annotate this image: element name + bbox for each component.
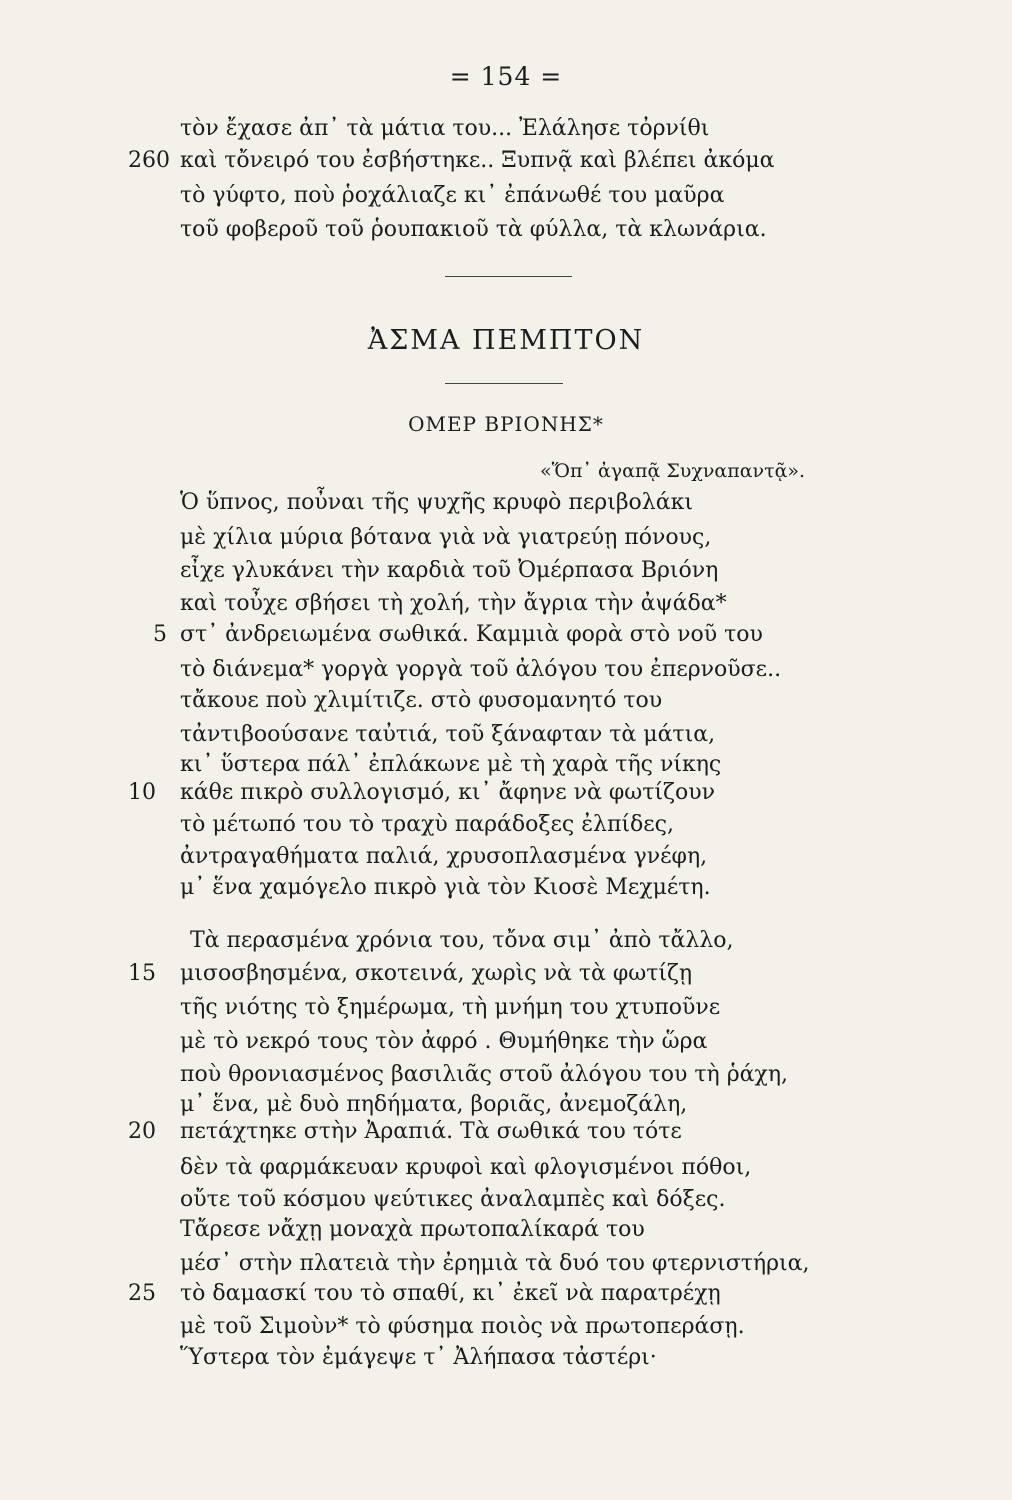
verse-line: μέσ᾿ στὴν πλατειὰ τὴν ἐρημιὰ τὰ δυό του φτερνιστήρια, <box>180 1251 810 1276</box>
verse-line: κάθε πικρὸ συλλογισμό, κι᾿ ἄφηνε νὰ φωτίζουν <box>180 780 715 805</box>
line-number: 25 <box>128 1281 156 1306</box>
line-number: 5 <box>153 622 167 647</box>
verse-line: τἄκουε ποὺ χλιμίτιζε. στὸ φυσομανητό του <box>180 688 663 713</box>
line-number: 20 <box>128 1119 156 1144</box>
line-number: 15 <box>128 961 156 986</box>
verse-line: τὸ μέτωπό του τὸ τραχὺ παράδοξες ἐλπίδες, <box>180 812 674 837</box>
page-number: = 154 = <box>449 62 563 91</box>
verse-line: τοῦ φοβεροῦ τοῦ ῥουπακιοῦ τὰ φύλλα, τὰ κλωνάρια. <box>180 217 767 242</box>
verse-line: καὶ τὄνειρό του ἐσβήστηκε.. Ξυπνᾷ καὶ βλέπει ἀκόμα <box>180 148 775 173</box>
verse-line: τὸ δαμασκί του τὸ σπαθί, κι᾿ ἐκεῖ νὰ παρατρέχῃ <box>180 1281 721 1306</box>
verse-line: Τἄρεσε νἄχῃ μοναχὰ πρωτοπαλίκαρά του <box>180 1217 645 1242</box>
verse-line: τὸ διάνεμα* γοργὰ γοργὰ τοῦ ἀλόγου του ἐπερνοῦσε.. <box>180 657 782 682</box>
verse-line: μὲ χίλια μύρια βότανα γιὰ νὰ γιατρεύῃ πόνους, <box>180 525 712 550</box>
canto-subtitle: ΟΜΕΡ ΒΡΙΟΝΗΣ* <box>408 412 604 436</box>
verse-line: Ὕστερα τὸν ἐμάγεψε τ᾿ Ἀλήπασα τἀστέρι· <box>180 1345 657 1370</box>
verse-line: μ᾿ ἕνα, μὲ δυὸ πηδήματα, βοριᾶς, ἀνεμοζάλη, <box>180 1092 688 1117</box>
line-number: 260 <box>128 148 170 173</box>
verse-line: τῆς νιότης τὸ ξημέρωμα, τὴ μνήμη του χτυποῦνε <box>180 995 721 1020</box>
verse-line: δὲν τὰ φαρμάκευαν κρυφοὶ καὶ φλογισμένοι πόθοι, <box>180 1155 752 1180</box>
epigraph: «Ὅπ᾿ ἀγαπᾷ Συχναπαντᾷ». <box>540 460 806 482</box>
section-divider <box>445 383 563 384</box>
verse-line: στ᾿ ἀνδρειωμένα σωθικά. Καμμιὰ φορὰ στὸ νοῦ του <box>180 622 763 647</box>
verse-line: τὸν ἔχασε ἀπ᾿ τὰ μάτια του... Ἐλάλησε τὀρνίθι <box>180 116 710 141</box>
verse-line: πετάχτηκε στὴν Ἀραπιά. Τὰ σωθικά του τότε <box>180 1119 682 1144</box>
section-divider <box>445 276 572 277</box>
verse-line: Ὁ ὕπνος, ποὖναι τῆς ψυχῆς κρυφὸ περιβολάκι <box>180 490 693 515</box>
verse-line: ἀντραγαθήματα παλιά, χρυσοπλασμένα γνέφη, <box>180 844 708 869</box>
verse-line: μὲ τοῦ Σιμοὺν* τὸ φύσημα ποιὸς νὰ πρωτοπεράσῃ. <box>180 1314 745 1339</box>
line-number: 10 <box>128 780 156 805</box>
verse-line: ποὺ θρονιασμένος βασιλιᾶς στοῦ ἀλόγου του τὴ ῥάχη, <box>180 1062 788 1087</box>
verse-line: τὸ γύφτο, ποὺ ῥοχάλιαζε κι᾿ ἐπάνωθέ του μαῦρα <box>180 183 725 208</box>
verse-line: εἶχε γλυκάνει τὴν καρδιὰ τοῦ Ὀμέρπασα Βριόνη <box>180 558 719 583</box>
verse-line: κι᾿ ὕστερα πάλ᾿ ἐπλάκωνε μὲ τὴ χαρὰ τῆς νίκης <box>180 752 722 777</box>
verse-line: μισοσβησμένα, σκοτεινά, χωρὶς νὰ τὰ φωτίζῃ <box>180 961 693 986</box>
verse-line: μ᾿ ἕνα χαμόγελο πικρὸ γιὰ τὸν Κιοσὲ Μεχμέτη. <box>180 875 711 900</box>
verse-line: καὶ τοὖχε σβήσει τὴ χολή, τὴν ἄγρια τὴν ἀψάδα* <box>180 591 727 616</box>
verse-line: μὲ τὸ νεκρό τους τὸν ἀφρό . Θυμήθηκε τὴν ὥρα <box>180 1029 708 1054</box>
canto-title: ἈΣΜΑ ΠΕΜΠΤΟΝ <box>367 325 645 356</box>
verse-line: Τὰ περασμένα χρόνια του, τὄνα σιμ᾿ ἀπὸ τἄλλο, <box>190 928 734 953</box>
verse-line: τἀντιβοούσανε ταὐτιά, τοῦ ξάναφταν τὰ μάτια, <box>180 722 716 747</box>
verse-line: οὔτε τοῦ κόσμου ψεύτικες ἀναλαμπὲς καὶ δόξες. <box>180 1187 726 1212</box>
